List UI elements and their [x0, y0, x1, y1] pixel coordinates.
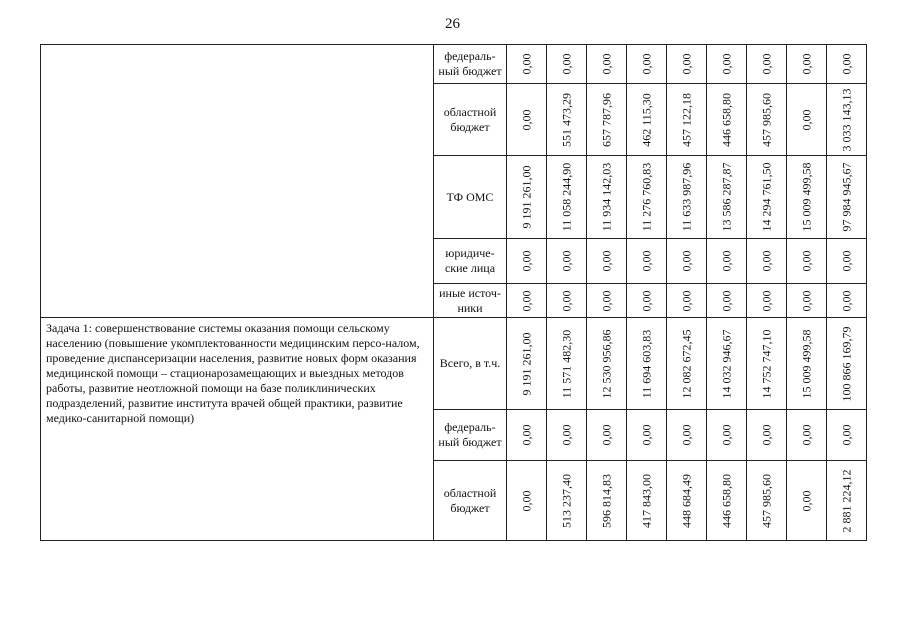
value-cell — [827, 45, 867, 84]
value-cell — [787, 461, 827, 541]
value-text: 0,00 — [679, 290, 693, 311]
value-cell — [707, 461, 747, 541]
value-cell — [787, 284, 827, 318]
value-cell — [587, 410, 627, 461]
value-text: 11 276 760,83 — [639, 162, 653, 232]
value-text: 446 658,80 — [719, 473, 733, 528]
value-text: 100 866 169,79 — [839, 326, 853, 401]
value-text: 0,00 — [519, 109, 533, 130]
value-text: 14 294 761,50 — [759, 162, 773, 232]
value-cell — [587, 239, 627, 284]
value-text: 446 658,80 — [719, 92, 733, 147]
value-cell — [747, 284, 787, 318]
value-text: 0,00 — [639, 424, 653, 446]
value-text: 13 586 287,87 — [719, 162, 733, 232]
value-cell — [587, 156, 627, 239]
value-text: 9 191 261,00 — [519, 165, 533, 229]
value-cell — [667, 318, 707, 410]
funding-source: федераль- ный бюджет — [434, 410, 507, 461]
value-cell — [627, 461, 667, 541]
value-cell — [747, 318, 787, 410]
value-text: 0,00 — [559, 53, 573, 75]
value-text: 3 033 143,13 — [839, 88, 853, 151]
value-cell — [827, 461, 867, 541]
value-text: 0,00 — [599, 53, 613, 75]
value-text: 0,00 — [799, 290, 813, 311]
value-text: 0,00 — [719, 250, 733, 272]
value-text: 11 934 142,03 — [599, 162, 613, 232]
value-text: 0,00 — [759, 290, 773, 311]
value-cell — [747, 45, 787, 84]
value-text: 0,00 — [519, 424, 533, 446]
value-text: 457 985,60 — [759, 92, 773, 147]
value-cell — [707, 284, 747, 318]
value-cell — [547, 318, 587, 410]
value-text: 15 009 499,58 — [799, 329, 813, 398]
value-cell — [547, 45, 587, 84]
value-text: 0,00 — [799, 490, 813, 511]
value-cell — [667, 461, 707, 541]
value-text: 97 984 945,67 — [839, 162, 853, 232]
value-cell — [507, 156, 547, 239]
value-text: 0,00 — [599, 290, 613, 311]
value-cell — [547, 461, 587, 541]
value-cell — [547, 284, 587, 318]
value-cell — [507, 410, 547, 461]
value-cell — [787, 239, 827, 284]
table-row — [41, 318, 867, 410]
value-cell — [747, 156, 787, 239]
value-text: 0,00 — [679, 53, 693, 75]
value-cell — [667, 410, 707, 461]
value-cell — [507, 284, 547, 318]
value-cell — [507, 239, 547, 284]
funding-source: Всего, в т.ч. — [434, 318, 507, 410]
value-text: 551 473,29 — [559, 92, 573, 147]
table-body — [41, 45, 867, 541]
value-cell — [747, 84, 787, 156]
value-cell — [827, 410, 867, 461]
value-cell — [667, 84, 707, 156]
value-cell — [627, 239, 667, 284]
value-text: 0,00 — [719, 53, 733, 75]
value-text: 0,00 — [839, 53, 853, 75]
value-cell — [667, 156, 707, 239]
value-text: 14 032 946,67 — [719, 329, 733, 398]
value-cell — [707, 45, 747, 84]
value-text: 0,00 — [839, 290, 853, 311]
value-text: 0,00 — [799, 109, 813, 130]
value-text: 11 058 244,90 — [559, 162, 573, 232]
value-cell — [747, 461, 787, 541]
value-cell — [787, 84, 827, 156]
value-text: 11 694 603,83 — [639, 329, 653, 398]
task-description — [41, 45, 434, 318]
value-text: 0,00 — [839, 424, 853, 446]
value-cell — [707, 84, 747, 156]
value-text: 0,00 — [759, 424, 773, 446]
value-cell — [707, 410, 747, 461]
value-text: 0,00 — [559, 424, 573, 446]
value-text: 657 787,96 — [599, 92, 613, 147]
value-cell — [827, 318, 867, 410]
value-text: 0,00 — [719, 290, 733, 311]
value-cell — [827, 84, 867, 156]
value-cell — [547, 410, 587, 461]
value-cell — [627, 318, 667, 410]
value-cell — [667, 284, 707, 318]
value-cell — [587, 84, 627, 156]
value-cell — [667, 45, 707, 84]
value-text: 9 191 261,00 — [519, 332, 533, 395]
page-number: 26 — [445, 16, 460, 32]
value-cell — [507, 318, 547, 410]
value-text: 0,00 — [799, 424, 813, 446]
value-text: 0,00 — [719, 424, 733, 446]
value-text: 0,00 — [799, 53, 813, 75]
funding-source: иные источ- ники — [434, 284, 507, 318]
table-row — [41, 45, 867, 84]
value-text: 0,00 — [519, 490, 533, 511]
value-cell — [587, 45, 627, 84]
value-cell — [627, 410, 667, 461]
value-cell — [707, 318, 747, 410]
value-text: 0,00 — [679, 424, 693, 446]
value-cell — [787, 45, 827, 84]
value-text: 0,00 — [599, 424, 613, 446]
value-cell — [787, 318, 827, 410]
value-text: 448 684,49 — [679, 473, 693, 528]
value-text: 2 881 224,12 — [839, 469, 853, 532]
value-text: 0,00 — [519, 290, 533, 311]
value-text: 0,00 — [839, 250, 853, 272]
value-text: 0,00 — [639, 290, 653, 311]
value-cell — [667, 239, 707, 284]
value-text: 0,00 — [519, 250, 533, 272]
value-text: 11 571 482,30 — [559, 329, 573, 398]
value-cell — [827, 284, 867, 318]
value-cell — [747, 239, 787, 284]
value-text: 0,00 — [519, 53, 533, 75]
value-cell — [547, 156, 587, 239]
funding-source: федераль- ный бюджет — [434, 45, 507, 84]
value-text: 0,00 — [639, 53, 653, 75]
value-cell — [827, 156, 867, 239]
value-cell — [547, 239, 587, 284]
value-text: 417 843,00 — [639, 473, 653, 528]
funding-table — [40, 44, 867, 541]
value-cell — [587, 284, 627, 318]
value-text: 15 009 499,58 — [799, 162, 813, 232]
value-text: 513 237,40 — [559, 473, 573, 528]
value-cell — [507, 461, 547, 541]
value-text: 0,00 — [799, 250, 813, 272]
value-cell — [787, 410, 827, 461]
value-text: 0,00 — [559, 250, 573, 272]
value-cell — [707, 239, 747, 284]
funding-source: областной бюджет — [434, 461, 507, 541]
value-cell — [587, 318, 627, 410]
value-text: 0,00 — [759, 53, 773, 75]
funding-source: областной бюджет — [434, 84, 507, 156]
funding-source: юридиче- ские лица — [434, 239, 507, 284]
value-text: 596 814,83 — [599, 473, 613, 528]
value-text: 12 530 956,86 — [599, 329, 613, 398]
value-cell — [627, 284, 667, 318]
value-text: 457 985,60 — [759, 473, 773, 528]
value-text: 0,00 — [559, 290, 573, 311]
value-cell — [587, 461, 627, 541]
value-cell — [627, 84, 667, 156]
value-cell — [787, 156, 827, 239]
value-text: 0,00 — [759, 250, 773, 272]
value-cell — [627, 45, 667, 84]
value-text: 12 082 672,45 — [679, 329, 693, 398]
funding-source: ТФ ОМС — [434, 156, 507, 239]
value-cell — [507, 45, 547, 84]
value-text: 462 115,30 — [639, 92, 653, 147]
value-cell — [507, 84, 547, 156]
value-text: 457 122,18 — [679, 92, 693, 147]
value-cell — [627, 156, 667, 239]
value-cell — [547, 84, 587, 156]
value-cell — [747, 410, 787, 461]
value-text: 0,00 — [639, 250, 653, 272]
value-text: 11 633 987,96 — [679, 162, 693, 232]
value-text: 0,00 — [599, 250, 613, 272]
value-cell — [827, 239, 867, 284]
value-text: 0,00 — [679, 250, 693, 272]
value-text: 14 752 747,10 — [759, 329, 773, 398]
value-cell — [707, 156, 747, 239]
task-description: Задача 1: совершенствование системы оказания помощи сельскому населению (повышение укомплектованности медицинским персо-налом, проведение диспансеризации населения, развитие новых форм оказания медицинской помощи – стационарозамещающих и выездных методов работы, развитие неотложной помощи на базе поликлинических подразделений, развитие института врачей общей практики, развитие медико-санитарной помощи) — [41, 318, 434, 541]
